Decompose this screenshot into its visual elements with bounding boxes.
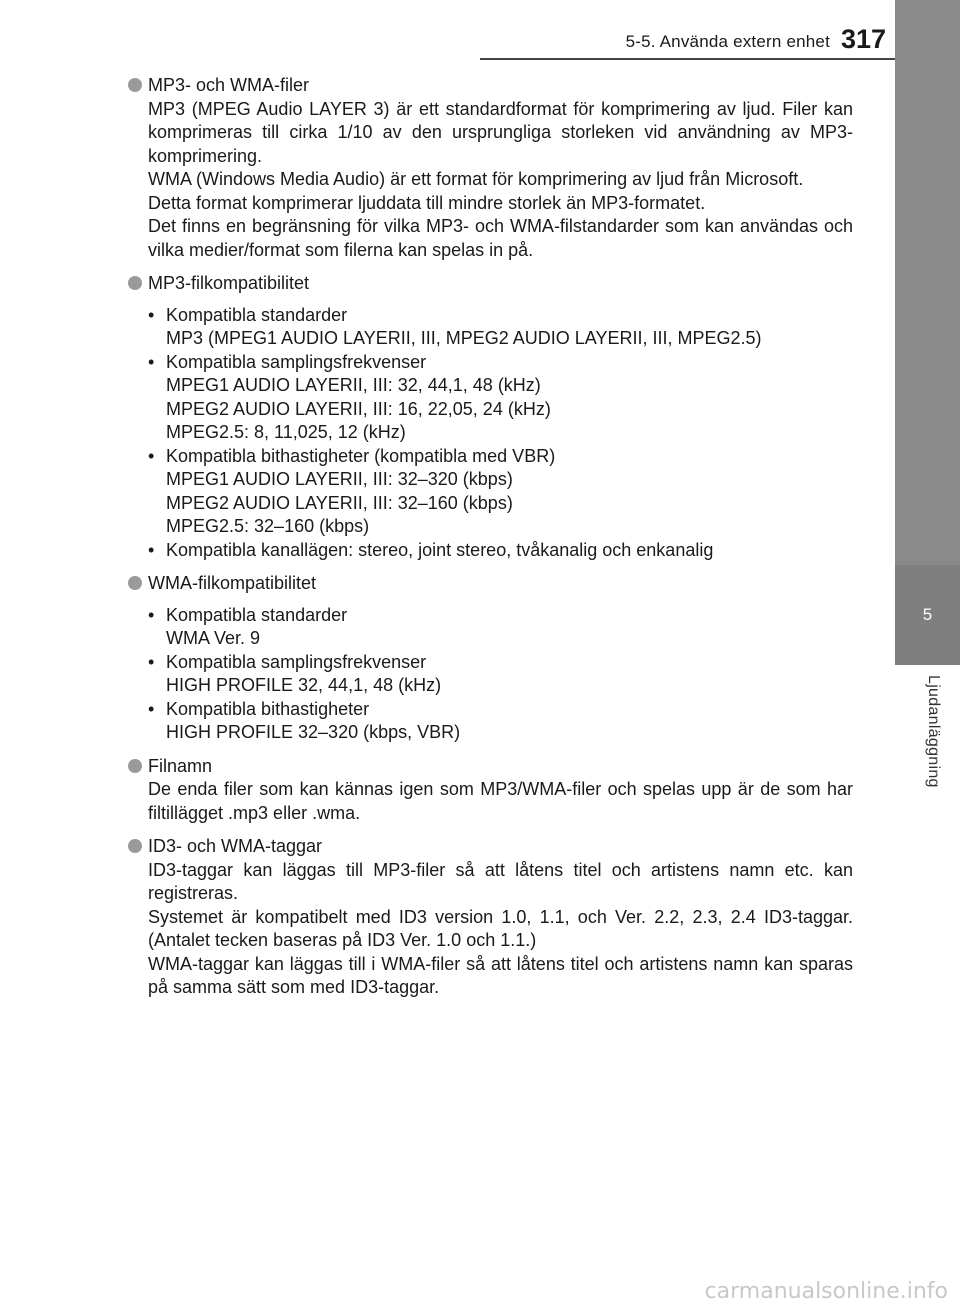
chapter-label: Ljudanläggning — [925, 675, 942, 788]
paragraph: Detta format komprimerar ljuddata till mindre storlek än MP3-formatet. — [148, 192, 706, 213]
section-title: WMA-filkompatibilitet — [148, 573, 317, 593]
paragraph: Systemet är kompatibelt med ID3 version 1.0, 1.1, och Ver. 2.2, 2.3, 2.4 ID3-taggar. (Antalet tecken baseras på ID3 Ver. 1.0 och 1.1.) — [148, 906, 853, 950]
watermark-logo: carmanualsonline.info — [704, 1279, 948, 1304]
section-title: Filnamn — [148, 755, 213, 776]
spec-list — [148, 604, 853, 745]
content-section — [128, 572, 853, 745]
section-title: ID3- och WMA-taggar — [148, 836, 323, 856]
section-title: MP3-filkompatibilitet — [148, 273, 310, 293]
list-item — [148, 445, 853, 539]
list-item-detail: MPEG1 AUDIO LAYERII, III: 32–320 (kbps) — [166, 469, 513, 489]
paragraph: WMA (Windows Media Audio) är ett format för komprimering av ljud från Microsoft. — [148, 169, 804, 189]
list-item-detail: MPEG2 AUDIO LAYERII, III: 16, 22,05, 24 (kHz) — [166, 398, 551, 419]
list-item — [148, 651, 853, 698]
content-section — [128, 272, 853, 562]
list-item-label: Kompatibla samplingsfrekvenser — [166, 351, 427, 372]
list-item — [148, 604, 853, 651]
circle-bullet-icon — [128, 839, 142, 853]
paragraph: Det finns en begränsning för vilka MP3- och WMA-filstandarder som kan användas och vilka medier/format som filerna kan spelas in på. — [148, 216, 853, 260]
paragraph: De enda filer som kan kännas igen som MP3/WMA-filer och spelas upp är de som har filtillägget .mp3 eller .wma. — [148, 779, 853, 823]
list-item-label: Kompatibla standarder — [166, 604, 348, 625]
header-divider — [480, 58, 900, 60]
page-content — [128, 74, 853, 1010]
list-item-detail: WMA Ver. 9 — [166, 628, 261, 648]
dot-bullet-icon: • — [148, 351, 155, 372]
list-item-detail: MPEG1 AUDIO LAYERII, III: 32, 44,1, 48 (kHz) — [166, 375, 541, 395]
list-item — [148, 304, 853, 351]
paragraph: MP3 (MPEG Audio LAYER 3) är ett standardformat för komprimering av ljud. Filer kan komprimeras till cirka 1/10 av den ursprungliga storleken vid användning av MP3-komprimering. — [148, 98, 853, 166]
circle-bullet-icon — [128, 276, 142, 290]
list-item-label: Kompatibla bithastigheter (kompatibla med VBR) — [166, 445, 556, 466]
circle-bullet-icon — [128, 759, 142, 773]
list-item-detail: HIGH PROFILE 32, 44,1, 48 (kHz) — [166, 675, 442, 695]
dot-bullet-icon: • — [148, 604, 155, 625]
paragraph: ID3-taggar kan läggas till MP3-filer så att låtens titel och artistens namn etc. kan registreras. — [148, 859, 853, 903]
side-tab-bar — [895, 0, 960, 565]
list-item-detail: MPEG2 AUDIO LAYERII, III: 32–160 (kbps) — [166, 492, 513, 513]
page-number: 317 — [840, 24, 886, 54]
list-item-detail: MPEG2.5: 8, 11,025, 12 (kHz) — [166, 422, 406, 442]
circle-bullet-icon — [128, 576, 142, 590]
dot-bullet-icon: • — [148, 539, 155, 560]
list-item — [148, 351, 853, 445]
spec-list — [148, 304, 853, 563]
list-item-label: Kompatibla samplingsfrekvenser — [166, 651, 427, 672]
list-item-detail: HIGH PROFILE 32–320 (kbps, VBR) — [166, 722, 461, 742]
section-heading: 5-5. Använda extern enhet — [625, 32, 830, 51]
list-item-label: Kompatibla standarder — [166, 304, 348, 325]
circle-bullet-icon — [128, 78, 142, 92]
list-item-detail: MP3 (MPEG1 AUDIO LAYERII, III, MPEG2 AUDIO LAYERII, III, MPEG2.5) — [166, 328, 762, 348]
list-item — [148, 539, 853, 563]
paragraph: WMA-taggar kan läggas till i WMA-filer så att låtens titel och artistens namn kan sparas på samma sätt som med ID3-taggar. — [148, 953, 853, 997]
list-item-detail: MPEG2.5: 32–160 (kbps) — [166, 516, 370, 536]
content-section — [128, 74, 853, 262]
dot-bullet-icon: • — [148, 445, 155, 466]
content-section — [128, 755, 853, 826]
list-item-label: Kompatibla bithastigheter — [166, 698, 370, 719]
page-header — [480, 18, 900, 58]
dot-bullet-icon: • — [148, 698, 155, 719]
list-item — [148, 698, 853, 745]
dot-bullet-icon: • — [148, 651, 155, 672]
list-item-label: Kompatibla kanallägen: stereo, joint stereo, tvåkanalig och enkanalig — [166, 539, 714, 560]
section-title: MP3- och WMA-filer — [148, 75, 310, 95]
content-section — [128, 835, 853, 1000]
dot-bullet-icon: • — [148, 304, 155, 325]
chapter-number-tab: 5 — [895, 565, 960, 665]
